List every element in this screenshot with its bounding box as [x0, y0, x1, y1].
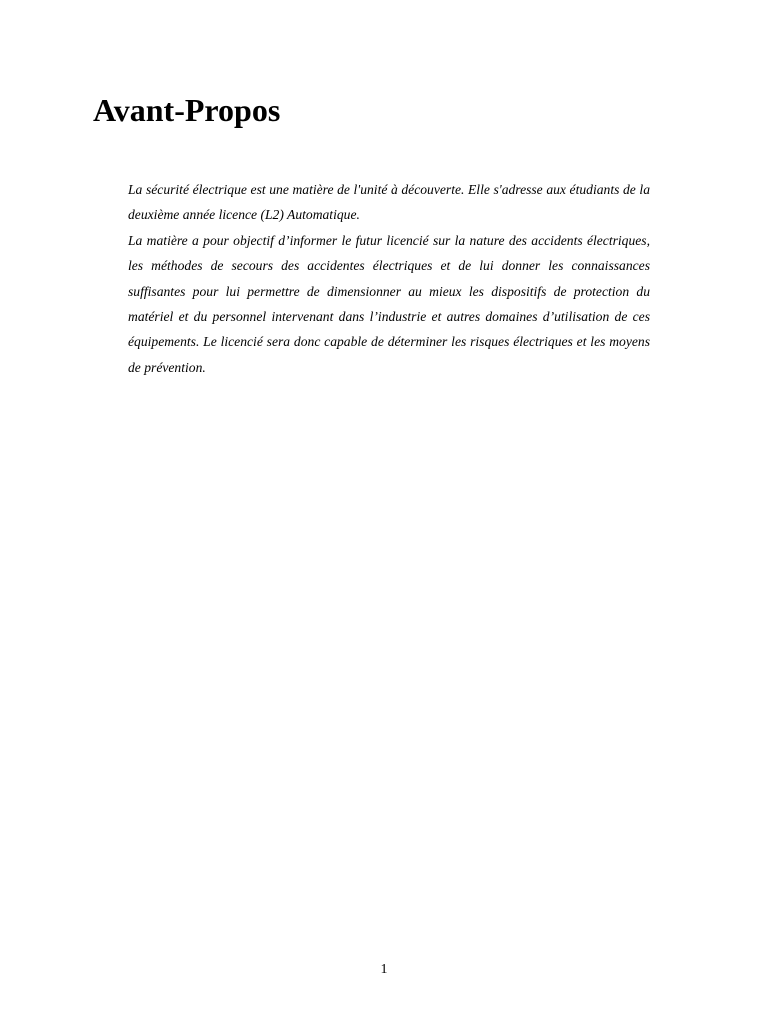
foreword-body	[128, 177, 650, 380]
paragraph-objective: La matière a pour objectif d’informer le futur licencié sur la nature des accidents électriques, les méthodes de secours des accidentes électriques et de lui donner les connaissances suffisantes pour lui permettre de dimensionner au mieux les dispositifs de protection du matériel et du personnel intervenant dans l’industrie et autres domaines d’utilisation de ces équipements. Le licencié sera donc capable de déterminer les risques électriques et les moyens de prévention.	[128, 232, 650, 375]
paragraph-intro: La sécurité électrique est une matière de l'unité à découverte. Elle s'adresse aux étudiants de la deuxième année licence (L2) Automatique.	[128, 182, 650, 223]
page-number: 1	[380, 962, 388, 977]
page-title: Avant-Propos	[93, 92, 281, 128]
